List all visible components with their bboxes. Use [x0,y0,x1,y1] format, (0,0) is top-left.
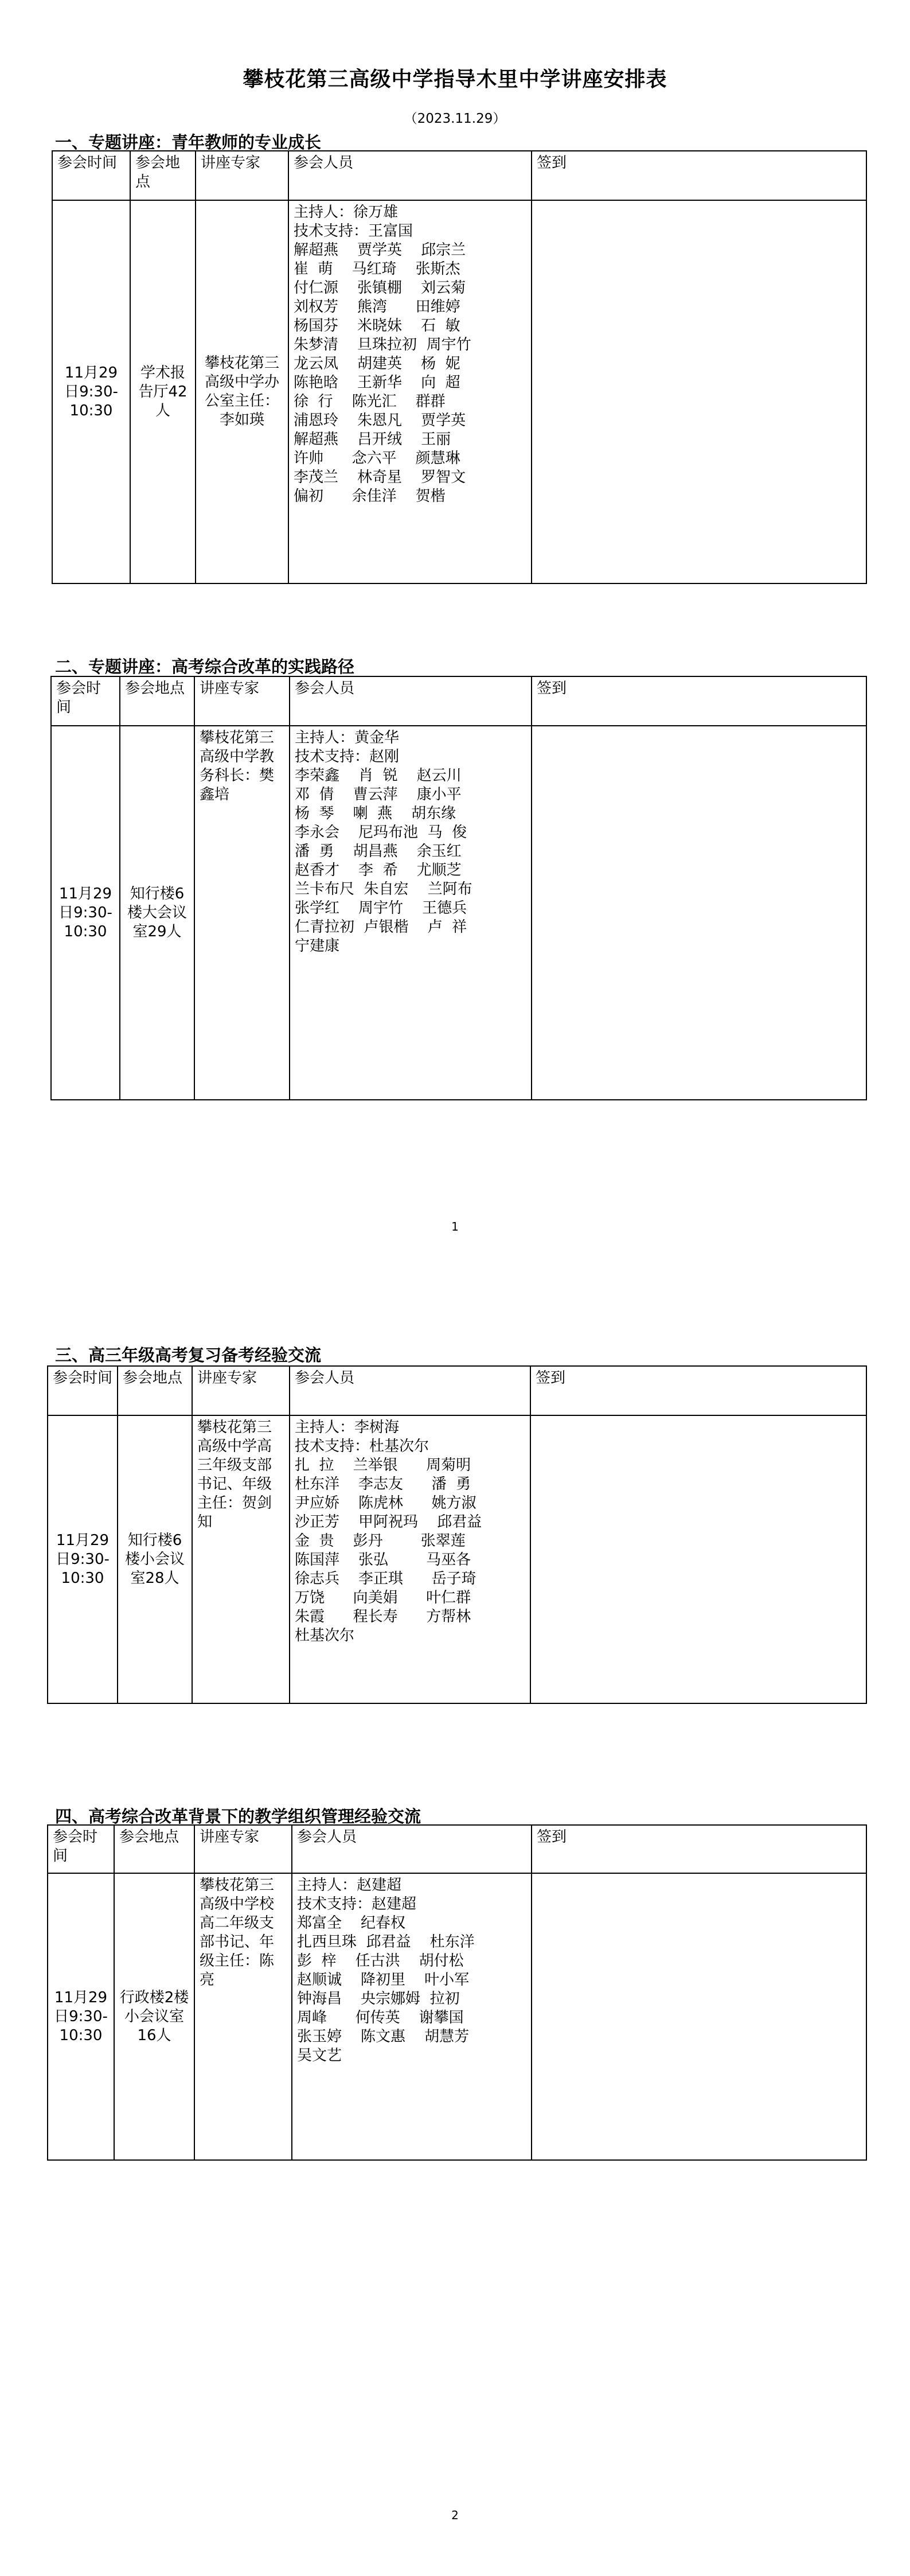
header-sign: 签到 [530,1366,866,1415]
attendee-line: 付仁源 张镇棚 刘云菊 [294,279,466,297]
header-expert: 讲座专家 [196,151,288,200]
attendee-line: 朱霞 程长寿 方帮林 [295,1608,471,1625]
meeting-time: 11月29日9:30-10:30 [48,1873,114,2160]
header-sign: 签到 [532,676,866,726]
lecture-expert: 攀枝花第三高级中学教务科长：樊鑫培 [194,726,290,1100]
attendee-line: 技术支持：杜基次尔 [295,1438,429,1455]
attendee-line: 技术支持：赵刚 [295,748,400,765]
header-time: 参会时间 [51,676,120,726]
attendee-line: 解超燕 吕开绒 王丽 [294,431,451,448]
lecture-expert: 攀枝花第三高级中学办公室主任：李如瑛 [196,200,288,583]
attendee-line: 彭 梓 任古洪 胡付松 [297,1952,464,1970]
header-time: 参会时间 [48,1366,118,1415]
attendee-line: 主持人：黄金华 [295,729,400,746]
attendee-line: 张学红 周宇竹 王德兵 [295,900,467,917]
section-heading: 二、专题讲座：高考综合改革的实践路径 [55,657,355,676]
meeting-time: 11月29日9:30-10:30 [52,200,130,583]
attendee-line: 扎 拉 兰举银 周菊明 [295,1457,471,1474]
attendee-line: 金 贵 彭丹 张翠莲 [295,1532,466,1550]
header-place: 参会地点 [114,1825,194,1873]
attendee-line: 浦恩玲 朱恩凡 贾学英 [294,412,466,429]
date-label: （2023.11.29） [404,111,506,126]
schedule-table [52,150,867,584]
attendee-line: 刘权芳 熊湾 田维婷 [294,298,460,316]
attendee-line: 技术支持：赵建超 [297,1896,417,1913]
attendee-list [290,726,532,1100]
meeting-time: 11月29日9:30-10:30 [51,726,120,1100]
attendee-line: 李茂兰 林奇星 罗智文 [294,469,466,486]
attendee-line: 沙正芳 甲阿祝玛 邱君益 [295,1513,482,1531]
attendee-line: 龙云凤 胡建英 杨 妮 [294,355,460,372]
section-heading: 一、专题讲座：青年教师的专业成长 [55,133,322,152]
attendee-line: 宁建康 [295,937,340,955]
attendee-line: 主持人：赵建超 [297,1877,402,1894]
header-people: 参会人员 [290,1366,530,1415]
attendee-line: 张玉婷 陈文惠 胡慧芳 [297,2028,470,2045]
header-people: 参会人员 [288,151,532,200]
header-place: 参会地点 [120,676,194,726]
attendee-line: 尹应娇 陈虎林 姚方淑 [295,1495,477,1512]
header-time: 参会时间 [48,1825,114,1873]
lecture-expert: 攀枝花第三高级中学高三年级支部书记、年级主任：贺剑知 [192,1415,290,1703]
attendee-line: 陈国萍 张弘 马巫各 [295,1551,471,1569]
header-expert: 讲座专家 [194,676,290,726]
attendee-line: 主持人：徐万雄 [294,204,399,221]
attendee-line: 徐志兵 李正琪 岳子琦 [295,1570,477,1587]
meeting-place: 行政楼2楼小会议室16人 [114,1873,194,2160]
section-heading: 四、高考综合改革背景下的教学组织管理经验交流 [55,1807,421,1826]
schedule-table [47,1824,867,2161]
attendee-line: 潘 勇 胡昌燕 余玉红 [295,843,462,860]
attendee-list [292,1873,532,2160]
attendee-list [290,1415,530,1703]
attendee-line: 吴文艺 [297,2047,342,2064]
schedule-table [50,676,867,1100]
meeting-time: 11月29日9:30-10:30 [48,1415,118,1703]
page-title: 攀枝花第三高级中学指导木里中学讲座安排表 [243,68,667,91]
attendee-line: 杨国芬 米晓妹 石 敏 [294,317,460,334]
attendee-line: 杜东洋 李志友 潘 勇 [295,1476,471,1493]
attendee-line: 仁青拉初 卢银楷 卢 祥 [295,919,467,936]
attendee-line: 李永会 尼玛布池 马 俊 [295,824,467,841]
header-people: 参会人员 [290,676,532,726]
attendee-line: 扎西旦珠 邱君益 杜东洋 [297,1933,475,1951]
attendee-line: 赵顺诚 降初里 叶小军 [297,1971,470,1989]
header-time: 参会时间 [52,151,130,200]
header-expert: 讲座专家 [192,1366,290,1415]
sign-in-cell[interactable] [530,1415,866,1703]
lecture-expert: 攀枝花第三高级中学校高二年级支部书记、年级主任：陈亮 [194,1873,292,2160]
attendee-line: 赵香才 李 希 尤顺芝 [295,862,462,879]
attendee-line: 周峰 何传英 谢攀国 [297,2009,464,2026]
attendee-line: 许帅 念六平 颜慧琳 [294,450,460,467]
header-place: 参会地点 [130,151,196,200]
page-number: 2 [451,2508,459,2522]
attendee-line: 徐 行 陈光汇 群群 [294,393,446,410]
attendee-line: 李荣鑫 肖 锐 赵云川 [295,767,462,784]
meeting-place: 学术报告厅42人 [130,200,196,583]
header-sign: 签到 [532,151,866,200]
attendee-line: 技术支持：王富国 [294,223,413,240]
header-people: 参会人员 [292,1825,532,1873]
header-expert: 讲座专家 [194,1825,292,1873]
sign-in-cell[interactable] [532,1873,866,2160]
attendee-line: 主持人：李树海 [295,1419,400,1436]
meeting-place: 知行楼6楼大会议室29人 [120,726,194,1100]
attendee-line: 崔 萌 马红琦 张斯杰 [294,260,460,278]
attendee-line: 钟海昌 央宗娜姆 拉初 [297,1990,460,2007]
sign-in-cell[interactable] [532,200,866,583]
attendee-list [288,200,532,583]
header-sign: 签到 [532,1825,866,1873]
attendee-line: 杜基次尔 [295,1627,355,1644]
schedule-table [47,1365,867,1704]
attendee-line: 兰卡布尺 朱自宏 兰阿布 [295,881,472,898]
attendee-line: 杨 琴 喇 燕 胡东缘 [295,805,456,822]
meeting-place: 知行楼6楼小会议室28人 [118,1415,192,1703]
attendee-line: 万饶 向美娟 叶仁群 [295,1589,471,1606]
attendee-line: 邓 倩 曹云萍 康小平 [295,786,462,803]
page-number: 1 [451,1220,459,1233]
attendee-line: 偏初 余佳洋 贺楷 [294,488,446,505]
attendee-line: 郑富全 纪春权 [297,1915,406,1932]
section-heading: 三、高三年级高考复习备考经验交流 [55,1345,322,1365]
sign-in-cell[interactable] [532,726,866,1100]
header-place: 参会地点 [118,1366,192,1415]
attendee-line: 陈艳晗 王新华 向 超 [294,374,460,391]
attendee-line: 朱梦清 旦珠拉初 周宇竹 [294,336,471,353]
attendee-line: 解超燕 贾学英 邱宗兰 [294,242,466,259]
